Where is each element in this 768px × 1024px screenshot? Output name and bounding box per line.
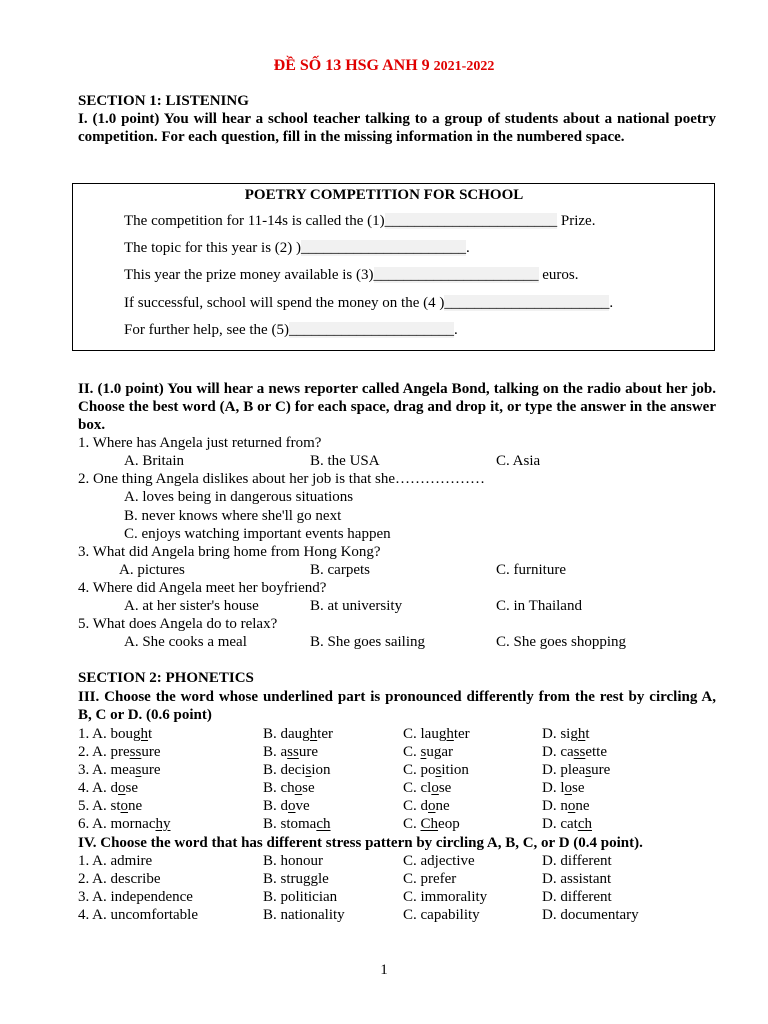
- phonetics-option[interactable]: 3. A. measure: [78, 762, 161, 778]
- part4-instruction: IV. Choose the word that has different stress pattern by circling A, B, C, or D (0.4 point).: [78, 835, 643, 851]
- q3-option-b[interactable]: B. carpets: [310, 562, 370, 578]
- phonetics-option[interactable]: 6. A. mornachy: [78, 816, 171, 832]
- phonetics-option[interactable]: B. dove: [263, 798, 310, 814]
- underlined-part: gh: [133, 726, 149, 742]
- q4-option-a[interactable]: A. at her sister's house: [124, 598, 259, 614]
- stress-option[interactable]: 2. A. describe: [78, 871, 161, 887]
- title-year: 2021-2022: [433, 59, 495, 74]
- underlined-part: o: [428, 798, 436, 814]
- underlined-part: ss: [129, 744, 142, 760]
- question-3: 3. What did Angela bring home from Hong Kong?: [78, 544, 381, 560]
- stress-option[interactable]: 4. A. uncomfortable: [78, 907, 198, 923]
- answer-blank-2[interactable]: ______________________: [301, 240, 467, 256]
- phonetics-option[interactable]: C. done: [403, 798, 450, 814]
- question-4: 4. Where did Angela meet her boyfriend?: [78, 580, 327, 596]
- stress-option[interactable]: C. immorality: [403, 889, 488, 905]
- q1-option-c[interactable]: C. Asia: [496, 453, 541, 469]
- underlined-part: gh: [570, 726, 586, 742]
- answer-blank-3[interactable]: ______________________: [373, 267, 539, 283]
- phonetics-option[interactable]: 1. A. bought: [78, 726, 153, 742]
- underlined-part: o: [567, 798, 576, 814]
- page-number: 1: [380, 962, 388, 978]
- q5-option-c[interactable]: C. She goes shopping: [496, 634, 627, 650]
- phonetics-option[interactable]: B. assure: [263, 744, 319, 760]
- section1-heading: SECTION 1: LISTENING: [78, 93, 249, 109]
- underlined-part: s: [135, 762, 142, 778]
- phonetics-option[interactable]: D. pleasure: [542, 762, 611, 778]
- underlined-part: ch: [577, 816, 592, 832]
- phonetics-option[interactable]: D. sight: [542, 726, 590, 742]
- stress-option[interactable]: B. politician: [263, 889, 338, 905]
- underlined-part: gh: [302, 726, 318, 742]
- phonetics-option[interactable]: B. daughter: [263, 726, 333, 742]
- stress-option[interactable]: D. assistant: [542, 871, 612, 887]
- stress-option[interactable]: B. struggle: [263, 871, 329, 887]
- box-line-1: The competition for 11-14s is called the (1)_______________________ Prize.: [124, 213, 596, 229]
- q1-option-a[interactable]: A. Britain: [124, 453, 184, 469]
- section2-heading: SECTION 2: PHONETICS: [78, 670, 254, 686]
- q5-option-b[interactable]: B. She goes sailing: [310, 634, 425, 650]
- phonetics-option[interactable]: B. chose: [263, 780, 315, 796]
- underlined-part: o: [431, 780, 439, 796]
- box-line-4: If successful, school will spend the money on the (4 )______________________.: [124, 295, 614, 311]
- phonetics-option[interactable]: C. position: [403, 762, 469, 778]
- part2-instruction: II. (1.0 point) You will hear a news reporter called Angela Bond, talking on the radio about her job. Choose the best word (A, B or C) for each space, drag and drop it, or type the answer in the answer box.: [78, 381, 716, 433]
- underlined-part: ss: [287, 744, 299, 760]
- part1-instruction: I. (1.0 point) You will hear a school teacher talking to a group of students about a national poetry competition. For each question, fill in the missing information in the numbered space.: [78, 111, 716, 145]
- question-2: 2. One thing Angela dislikes about her job is that she………………: [78, 471, 486, 487]
- q4-option-c[interactable]: C. in Thailand: [496, 598, 582, 614]
- phonetics-option[interactable]: D. cassette: [542, 744, 607, 760]
- stress-option[interactable]: D. different: [542, 853, 612, 869]
- underlined-part: o: [288, 798, 296, 814]
- stress-option[interactable]: D. different: [542, 889, 612, 905]
- answer-blank-5[interactable]: ______________________: [288, 322, 454, 338]
- answer-blank-4[interactable]: ______________________: [444, 295, 610, 311]
- stress-option[interactable]: C. adjective: [403, 853, 475, 869]
- q4-option-b[interactable]: B. at university: [310, 598, 403, 614]
- q2-option-a[interactable]: A. loves being in dangerous situations: [124, 489, 354, 505]
- underlined-part: o: [118, 780, 126, 796]
- stress-option[interactable]: C. prefer: [403, 871, 457, 887]
- underlined-part: s: [305, 762, 312, 778]
- phonetics-option[interactable]: D. lose: [542, 780, 585, 796]
- phonetics-option[interactable]: C. close: [403, 780, 452, 796]
- stress-option[interactable]: 3. A. independence: [78, 889, 193, 905]
- q3-option-a[interactable]: A. pictures: [119, 562, 185, 578]
- box-title: POETRY COMPETITION FOR SCHOOL: [244, 187, 524, 203]
- underlined-part: s: [435, 762, 442, 778]
- phonetics-option[interactable]: C. Cheop: [403, 816, 460, 832]
- box-line-2: The topic for this year is (2) )______________________.: [124, 240, 470, 256]
- q2-option-c[interactable]: C. enjoys watching important events happen: [124, 526, 391, 542]
- q5-option-a[interactable]: A. She cooks a meal: [124, 634, 247, 650]
- page-title: [0, 56, 768, 77]
- title-main: ĐỀ SỐ 13 HSG ANH 9: [273, 57, 430, 74]
- q3-option-c[interactable]: C. furniture: [496, 562, 566, 578]
- stress-option[interactable]: B. nationality: [263, 907, 345, 923]
- underlined-part: gh: [438, 726, 454, 742]
- box-line-3: This year the prize money available is (3)______________________ euros.: [124, 267, 579, 283]
- question-1: 1. Where has Angela just returned from?: [78, 435, 322, 451]
- q2-option-b[interactable]: B. never knows where she'll go next: [124, 508, 342, 524]
- underlined-part: o: [564, 780, 572, 796]
- phonetics-option[interactable]: C. sugar: [403, 744, 454, 760]
- underlined-part: hy: [155, 816, 171, 832]
- phonetics-option[interactable]: D. catch: [542, 816, 592, 832]
- stress-option[interactable]: 1. A. admire: [78, 853, 153, 869]
- phonetics-option[interactable]: 5. A. stone: [78, 798, 143, 814]
- phonetics-option[interactable]: D. none: [542, 798, 590, 814]
- underlined-part: ch: [316, 816, 331, 832]
- phonetics-option[interactable]: B. decision: [263, 762, 331, 778]
- underlined-part: o: [294, 780, 303, 796]
- underlined-part: Ch: [420, 816, 439, 832]
- question-5: 5. What does Angela do to relax?: [78, 616, 278, 632]
- q1-option-b[interactable]: B. the USA: [310, 453, 380, 469]
- box-line-5: For further help, see the (5)______________________.: [124, 322, 458, 338]
- stress-option[interactable]: C. capability: [403, 907, 480, 923]
- underlined-part: ss: [573, 744, 586, 760]
- part3-instruction: III. Choose the word whose underlined part is pronounced differently from the rest by circling A, B, C or D. (0.6 point): [78, 689, 716, 723]
- stress-option[interactable]: B. honour: [263, 853, 323, 869]
- phonetics-option[interactable]: C. laughter: [403, 726, 470, 742]
- underlined-part: s: [420, 744, 427, 760]
- phonetics-option[interactable]: B. stomach: [263, 816, 331, 832]
- underlined-part: o: [120, 798, 129, 814]
- phonetics-option[interactable]: 2. A. pressure: [78, 744, 161, 760]
- phonetics-option[interactable]: 4. A. dose: [78, 780, 139, 796]
- underlined-part: s: [585, 762, 592, 778]
- stress-option[interactable]: D. documentary: [542, 907, 639, 923]
- answer-blank-1[interactable]: _______________________: [384, 213, 558, 229]
